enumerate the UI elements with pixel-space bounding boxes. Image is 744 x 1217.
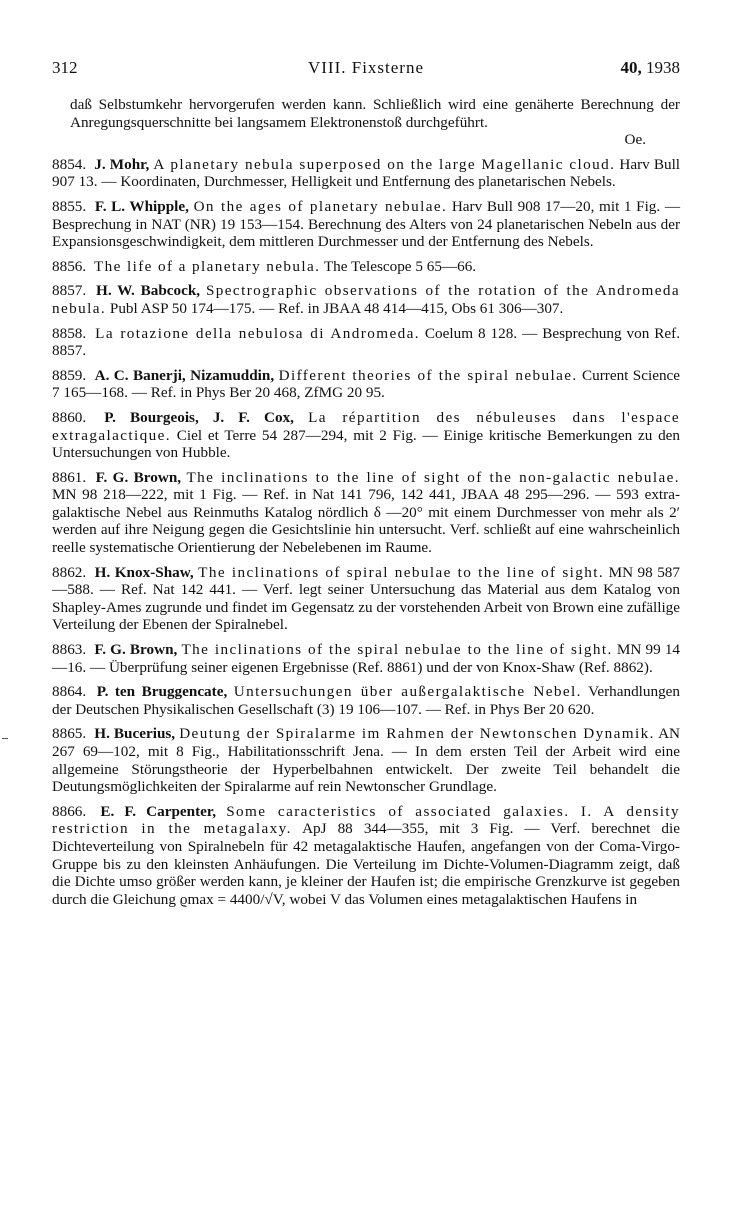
entry-title: The inclinations of spiral nebulae to the line of sight.	[198, 563, 605, 581]
entry-number: 8857.	[52, 282, 87, 300]
entry-number: 8866.	[52, 802, 87, 820]
entry-title: The inclinations of the spiral nebulae to the line of sight.	[181, 641, 613, 659]
bibliography-entry	[52, 725, 680, 795]
bibliography-entry	[52, 564, 680, 634]
entry-title: Deutung der Spiralarme im Rahmen der Newtonschen Dynamik.	[179, 725, 655, 743]
entry-number: 8861.	[52, 468, 87, 486]
entry-number: 8859.	[52, 366, 87, 384]
entry-title: On the ages of planetary nebulae.	[193, 197, 448, 215]
entry-reference: Ciel et Terre 54 287—294, mit 2 Fig. — Einige kritische Bemerkungen zu den Untersuchungen von Hubble.	[52, 426, 681, 462]
entry-number: 8860.	[52, 408, 87, 426]
entry-title: The life of a planetary nebula.	[93, 257, 321, 275]
entry-reference: ApJ 88 344—355, mit 3 Fig. — Verf. berechnet die Dichteverteilung von Spiralnebeln für 42 metagalaktische Haufen, angefangen von der Coma-Virgo-Gruppe bis zu den kleinsten Anhäufungen. Die Verteilung im Dichte-Volumen-Diagramm zeigt, daß die Dichte umso größer werden kann, je kleiner der Haufen ist; die empirische Grenzkurve ist gegeben durch die Gleichung ϱmax = 4400/√V, wobei V das Volumen eines metagalaktischen Haufens in	[52, 820, 680, 908]
entry-title: A planetary nebula superposed on the large Magellanic cloud.	[153, 155, 616, 173]
margin-mark	[2, 738, 8, 739]
volume-year	[621, 58, 681, 78]
entry-title: The inclinations to the line of sight of the non-galactic nebulae.	[186, 468, 680, 486]
year: 1938	[646, 58, 680, 77]
bibliography-entry	[52, 367, 680, 402]
entry-author: A. C. Banerji, Nizamuddin,	[94, 366, 275, 384]
continuation-paragraph	[52, 96, 680, 149]
entry-number: 8863.	[52, 641, 87, 659]
entry-title: Spectrographic observations of the rotation of the Andromeda nebula.	[52, 282, 681, 317]
entry-number: 8864.	[52, 683, 87, 701]
entry-reference: Coelum 8 128. — Besprechung von Ref. 8857.	[52, 324, 681, 360]
bibliography-entry	[52, 156, 680, 191]
bibliography-entry	[52, 409, 680, 462]
bibliography-entry	[52, 282, 680, 317]
bibliography-entry	[52, 469, 680, 557]
entry-reference: Harv Bull 907 13. — Koordinaten, Durchmesser, Helligkeit und Entfernung des planetarischen Nebels.	[52, 155, 681, 191]
reviewer-signature: Oe.	[624, 131, 646, 149]
continuation-text: daß Selbstumkehr hervorgerufen werden kann. Schließlich wird eine genäherte Berechnung der Anregungsquerschnitte bei langsamem Elektronenstoß durchgeführt.	[70, 96, 680, 131]
entry-reference: MN 99 14—16. — Überprüfung seiner eigenen Ergebnisse (Ref. 8861) und der von Knox-Shaw (Ref. 8862).	[52, 641, 681, 676]
entry-author: H. Bucerius,	[94, 725, 176, 743]
section-title: VIII. Fixsterne	[307, 58, 425, 77]
running-header	[52, 58, 680, 78]
entry-reference: Publ ASP 50 174—175. — Ref. in JBAA 48 414—415, Obs 61 306—307.	[109, 299, 564, 317]
volume-number: 40,	[620, 58, 642, 77]
entry-author: H. W. Babcock,	[96, 282, 201, 300]
entry-title: Some caracteristics of associated galaxies. I. A density restriction in the metagalaxy.	[52, 802, 681, 838]
entry-author: H. Knox-Shaw,	[94, 563, 194, 581]
bibliography-entry	[52, 683, 680, 718]
entry-reference: Harv Bull 908 17—20, mit 1 Fig. — Besprechung in NAT (NR) 19 153—154. Berechnung des Alters von 24 planetarischen Nebeln aus der Expansionsgeschwindigkeit, dem mittleren Durchmesser und der Entfernung des Nebels.	[52, 197, 681, 251]
entry-title: Different theories of the spiral nebulae.	[278, 366, 578, 384]
bibliography-entry	[52, 325, 680, 360]
entry-number: 8858.	[52, 324, 87, 342]
entry-title: La rotazione della nebulosa di Andromeda.	[95, 324, 420, 342]
entry-author: P. ten Bruggencate,	[96, 683, 228, 701]
entry-number: 8865.	[52, 725, 87, 743]
entry-author: F. L. Whipple,	[94, 197, 189, 215]
entry-reference: Verhandlungen der Deutschen Physikalischen Gesellschaft (3) 19 106—107. — Ref. in Phys Ber 20 620.	[52, 683, 681, 718]
entry-reference: AN 267 69—102, mit 8 Fig., Habilitationsschrift Jena. — In dem ersten Teil der Arbeit wird eine allgemeine Störungstheorie der Hyperbelbahnen entwickelt. Der zweite Teil behandelt die Deutungsmöglichkeiten der Spiralarme auf rein Newtonscher Grundlage.	[52, 725, 680, 796]
entry-reference: MN 98 218—222, mit 1 Fig. — Ref. in Nat 141 796, 142 441, JBAA 48 295—296. — 593 extra-galaktische Nebel aus Reinmuths Katalog nördlich δ —20° mit einem Durchmesser von mehr als 2′ werden auf ihre Neigung gegen die Gesichtslinie hin untersucht. Verf. schließt auf eine wahrscheinlich reelle systematische Orientierung der Nebelebenen im Raume.	[52, 486, 680, 557]
entry-author: J. Mohr,	[94, 155, 150, 173]
entry-title: Untersuchungen über außergalaktische Nebel.	[233, 683, 582, 701]
entry-reference: Current Science 7 165—168. — Ref. in Phys Ber 20 468, ZfMG 20 95.	[52, 366, 681, 402]
entry-reference: The Telescope 5 65—66.	[323, 257, 477, 275]
bibliography-entry	[52, 258, 680, 276]
bibliography-entry	[52, 803, 680, 909]
abstract-list	[52, 96, 680, 915]
entry-number: 8854.	[52, 155, 87, 173]
entry-number: 8856.	[52, 257, 87, 275]
entry-number: 8855.	[52, 197, 87, 215]
entries	[52, 156, 680, 909]
entry-author: F. G. Brown,	[94, 641, 178, 659]
bibliography-entry	[52, 641, 680, 676]
entry-title: La répartition des nébuleuses dans l'espace extragalactique.	[52, 408, 681, 444]
entry-author: F. G. Brown,	[95, 468, 182, 486]
entry-author: P. Bourgeois, J. F. Cox,	[104, 408, 294, 426]
bibliography-entry	[52, 198, 680, 251]
entry-reference: MN 98 587—588. — Ref. Nat 142 441. — Verf. legt seiner Untersuchung das Material aus dem Katalog von Shapley-Ames zugrunde und findet im Gegensatz zu der vorstehenden Arbeit von Brown eine zufällige Verteilung der Ebenen der Spiralnebel.	[52, 563, 680, 634]
entry-number: 8862.	[52, 563, 87, 581]
entry-author: E. F. Carpenter,	[100, 802, 217, 820]
page-number: 312	[52, 58, 78, 77]
